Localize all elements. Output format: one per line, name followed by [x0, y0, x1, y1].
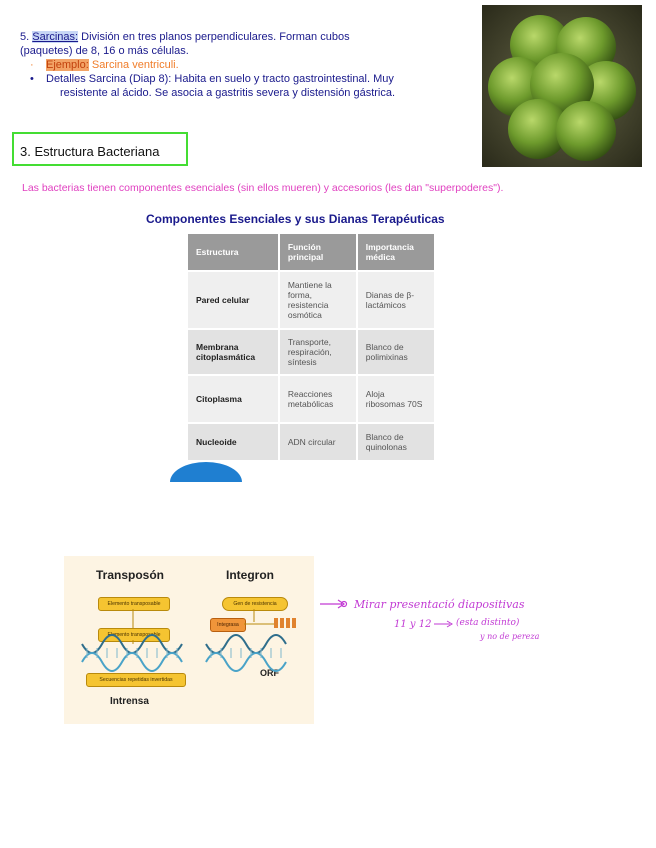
integron-title: Integron: [226, 568, 274, 582]
list-number: 5.: [20, 31, 30, 43]
intrensa-label: Intrensa: [110, 696, 149, 707]
cassette-block: [286, 618, 290, 628]
example-item: [20, 58, 460, 72]
section-heading: 3. Estructura Bacteriana: [20, 144, 160, 159]
table-row: [188, 376, 434, 422]
table-row: [188, 424, 434, 460]
handwritten-note: [320, 594, 600, 654]
sarcina-photo: [482, 5, 642, 167]
table-header: Estructura: [188, 234, 278, 270]
handwritten-line3: y no de pereza: [480, 632, 540, 641]
example-text: Sarcina ventriculi.: [88, 59, 179, 71]
integrase-label: Integrasa: [210, 618, 246, 632]
table-title: Componentes Esenciales y sus Dianas Terapéuticas: [146, 212, 445, 226]
dna-strand: [206, 635, 286, 653]
table-row: [188, 272, 434, 328]
table-cell: Nucleoide: [188, 424, 278, 460]
cassette-block: [292, 618, 296, 628]
dna-base-pairs: [211, 648, 281, 658]
transposable-element-label: Elemento transposable: [98, 597, 170, 611]
handwritten-arrow: [434, 621, 452, 627]
table-cell: Dianas de β-lactámicos: [358, 272, 434, 328]
cassette-block: [280, 618, 284, 628]
sarcinas-paragraph: [20, 30, 460, 58]
cassette-block: [274, 618, 278, 628]
table-cell: Mantiene la forma, resistencia osmótica: [280, 272, 356, 328]
transposable-element-label: Elemento transposable: [98, 628, 170, 642]
detail-line2: resistente al ácido. Se asocia a gastritis severa y distensión gástrica.: [60, 87, 396, 99]
sarcina-cells-image: [482, 5, 642, 167]
sarcinas-section: [20, 30, 460, 100]
table-cell: ADN circular: [280, 424, 356, 460]
orf-label: ORF: [260, 668, 279, 678]
table-cell: Blanco de polimixinas: [358, 330, 434, 374]
table-cell: Transporte, respiración, síntesis: [280, 330, 356, 374]
handwritten-arrow: [320, 600, 347, 608]
transposon-title: Transposón: [96, 568, 165, 582]
table-header: Importancia médica: [358, 234, 434, 270]
highlighted-term: Sarcinas:: [32, 31, 79, 43]
dna-strand: [206, 653, 286, 671]
table-header-row: [188, 234, 434, 270]
bullet: •: [30, 73, 34, 85]
dna-helix-drawing: [64, 556, 314, 724]
intro-text: Las bacterias tienen componentes esenciales (sin ellos mueren) y accesorios (les dan "superpoderes").: [22, 182, 504, 194]
inverted-repeats-label: Secuencias repetidas invertidas: [86, 673, 186, 687]
sarcinas-line1: División en tres planos perpendiculares. Forman cubos: [78, 31, 350, 43]
handwritten-line2b: (esta distinto): [456, 618, 520, 628]
table-cell: Membrana citoplasmática: [188, 330, 278, 374]
bullet: ·: [30, 59, 34, 71]
handwritten-line1: Mirar presentació diapositivas: [354, 598, 525, 611]
table-row: [188, 330, 434, 374]
sarcinas-line2: (paquetes) de 8, 16 o más células.: [20, 45, 189, 57]
decorative-arc: [170, 462, 242, 482]
example-label: Ejemplo:: [46, 59, 89, 71]
section-heading-box: [12, 132, 188, 166]
table-header: Función principal: [280, 234, 356, 270]
table-cell: Aloja ribosomas 70S: [358, 376, 434, 422]
table-cell: Pared celular: [188, 272, 278, 328]
detail-line1: Detalles Sarcina (Diap 8): Habita en suelo y tracto gastrointestinal. Muy: [46, 73, 394, 85]
table-cell: Blanco de quinolonas: [358, 424, 434, 460]
transposon-integron-diagram: [64, 556, 314, 724]
handwritten-line2: 11 y 12: [394, 619, 432, 630]
components-table: [186, 232, 436, 462]
table-cell: Reacciones metabólicas: [280, 376, 356, 422]
detail-item: [20, 72, 460, 100]
resistance-gene-label: Gen de resistencia: [222, 597, 288, 611]
table-cell: Citoplasma: [188, 376, 278, 422]
